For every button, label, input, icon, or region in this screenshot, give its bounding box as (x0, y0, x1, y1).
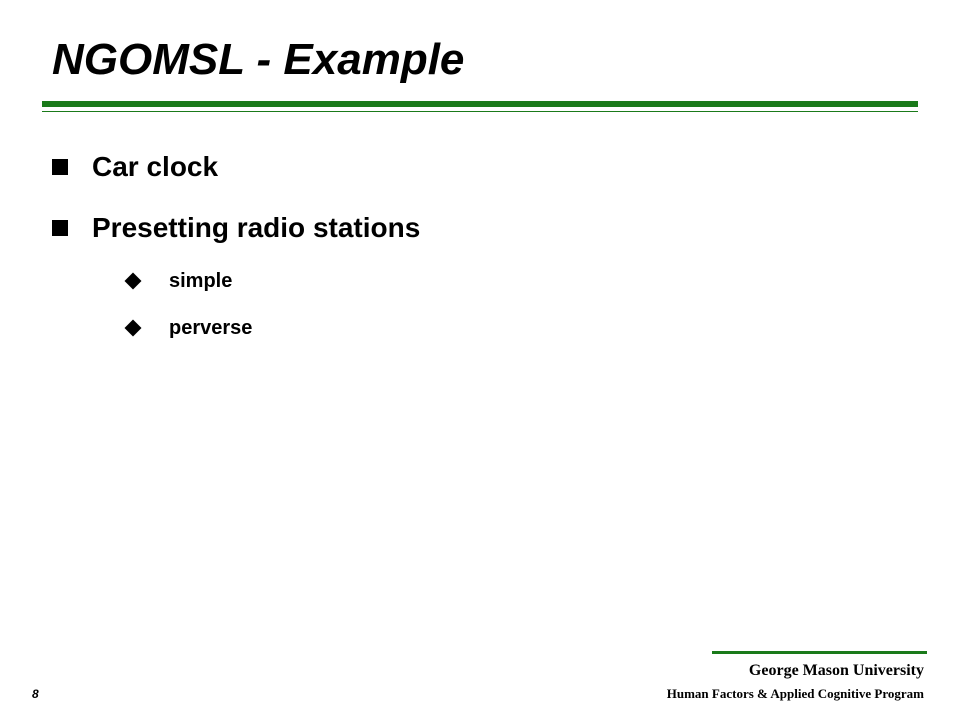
sub-bullet-simple (124, 268, 232, 294)
title-underline-thick (42, 101, 918, 107)
bullet-car-clock (52, 150, 218, 184)
footer-university: George Mason University (748, 662, 924, 679)
page-number: 8 (32, 687, 39, 701)
footer-program: Human Factors & Applied Cognitive Program (666, 686, 924, 701)
title-underline-thin (42, 111, 918, 112)
square-bullet-icon (52, 159, 68, 175)
footer-rule (712, 651, 927, 654)
bullet-text: Presetting radio stations (92, 212, 421, 243)
sub-bullet-text: perverse (169, 316, 253, 339)
sub-bullet-perverse (124, 315, 252, 341)
bullet-presetting-radio-stations (52, 211, 420, 245)
bullet-text: Car clock (92, 151, 219, 182)
square-bullet-icon (52, 220, 68, 236)
slide-title: NGOMSL - Example (52, 35, 465, 84)
diamond-bullet-icon (125, 320, 142, 337)
diamond-bullet-icon (125, 273, 142, 290)
sub-bullet-text: simple (169, 269, 233, 292)
